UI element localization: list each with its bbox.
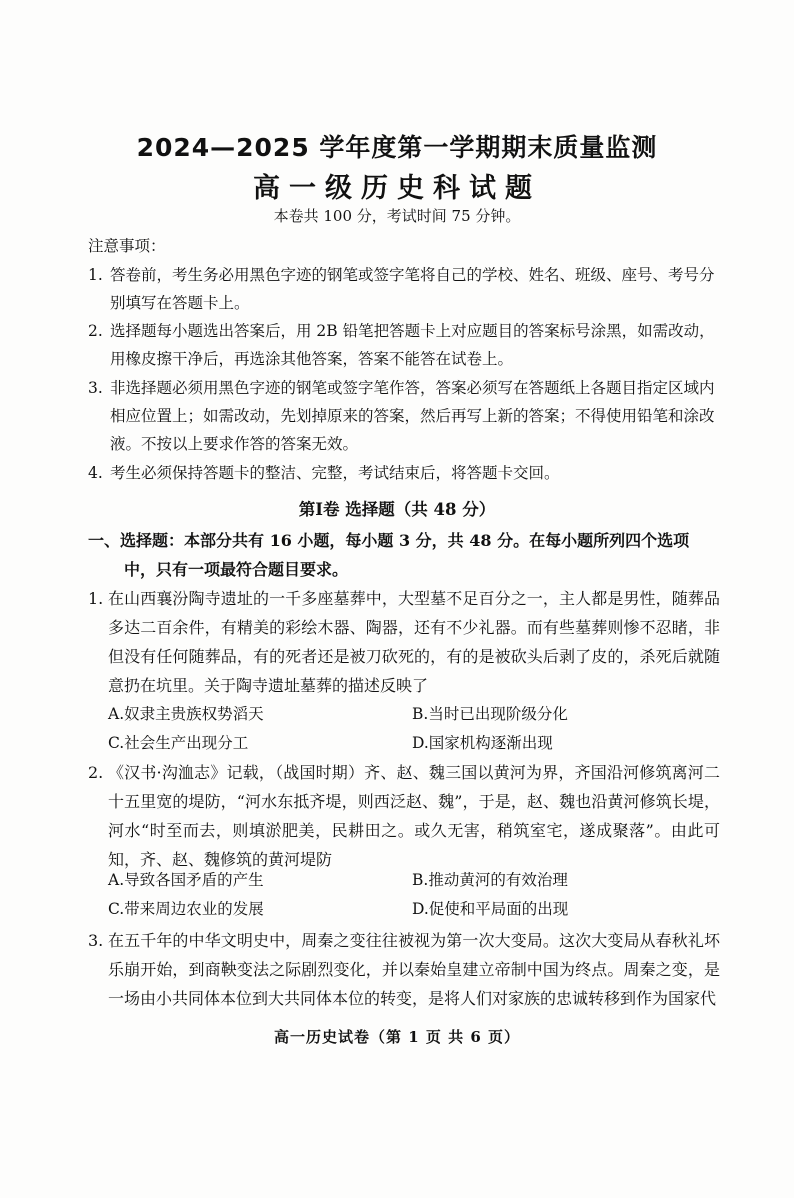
note-item-2 [88,317,720,373]
question-2-options [108,866,708,924]
section-title: 第Ⅰ卷 选择题（共 48 分） [298,500,496,519]
question-stem: 在山西襄汾陶寺遗址的一千多座墓葬中，大型墓不足百分之一，主人都是男性，随葬品多达二百余件，有精美的彩绘木器、陶器，还有不少礼器。而有些墓葬则惨不忍睹，非但没有任何随葬品，有的死者还是被刀砍死的，有的是被砍头后剥了皮的，杀死后就随意扔在坑里。关于陶寺遗址墓葬的描述反映了 [108,589,720,695]
exam-subject-title: 高一级历史科试题 [253,173,541,204]
note-number: 3. [88,379,103,397]
question-number: 3. [88,931,104,950]
note-item-4 [88,459,720,487]
note-number: 1. [88,266,103,284]
page-footer: 高一历史试卷（第 1 页 共 6 页） [274,1028,520,1046]
note-item-1 [88,261,720,317]
question-1 [88,584,720,700]
note-item-3 [88,374,720,458]
exam-duration-note: 本卷共 100 分，考试时间 75 分钟。 [273,207,521,225]
section-instruction [88,526,720,584]
note-text: 考生必须保持答题卡的整洁、完整，考试结束后，将答题卡交回。 [110,464,560,482]
option-d: D.促使和平局面的出现 [412,900,569,918]
question-3 [88,926,720,1013]
question-number: 2. [88,763,104,782]
notes-heading: 注意事项： [88,237,166,255]
question-1-options [108,700,708,758]
question-stem: 《汉书·沟洫志》记载，（战国时期）齐、赵、魏三国以黄河为界，齐国沿河修筑离河二十五里宽的堤防，“河水东抵齐堤，则西泛赵、魏”，于是，赵、魏也沿黄河修筑长堤，河水“时至而去，则填淤肥美，民耕田之。或久无害，稍筑室宅，遂成聚落”。由此可知，齐、赵、魏修筑的黄河堤防 [108,763,720,869]
exam-title: 2024—2025 学年度第一学期期末质量监测 [136,133,658,162]
option-d: D.国家机构逐渐出现 [412,734,553,752]
question-stem: 在五千年的中华文明史中，周秦之变往往被视为第一次大变局。这次大变局从春秋礼坏乐崩开始，到商鞅变法之际剧烈变化，并以秦始皇建立帝制中国为终点。周秦之变，是一场由小共同体本位到大共同体本位的转变，是将人们对家族的忠诚转移到作为国家代 [108,931,720,1008]
note-text: 选择题每小题选出答案后，用 2B 铅笔把答题卡上对应题目的答案标号涂黑，如需改动，用橡皮擦干净后，再选涂其他答案，答案不能答在试卷上。 [110,322,715,368]
instruction-text: 一、选择题：本部分共有 16 小题，每小题 3 分，共 48 分。在每小题所列四个选项中，只有一项最符合题目要求。 [88,531,690,579]
option-b: B.当时已出现阶级分化 [412,705,568,723]
option-a: A.奴隶主贵族权势滔天 [108,705,264,723]
note-text: 非选择题必须用黑色字迹的钢笔或签字笔作答，答案必须写在答题纸上各题目指定区域内相应位置上；如需改动，先划掉原来的答案，然后再写上新的答案；不得使用铅笔和涂改液。不按以上要求作答的答案无效。 [110,379,715,453]
question-2 [88,758,720,874]
option-c: C.社会生产出现分工 [108,734,249,752]
note-number: 4. [88,464,103,482]
question-number: 1. [88,589,104,608]
note-number: 2. [88,322,103,340]
option-b: B.推动黄河的有效治理 [412,871,568,889]
option-c: C.带来周边农业的发展 [108,900,264,918]
option-a: A.导致各国矛盾的产生 [108,871,264,889]
note-text: 答卷前，考生务必用黑色字迹的钢笔或签字笔将自己的学校、姓名、班级、座号、考号分别填写在答题卡上。 [110,266,715,312]
